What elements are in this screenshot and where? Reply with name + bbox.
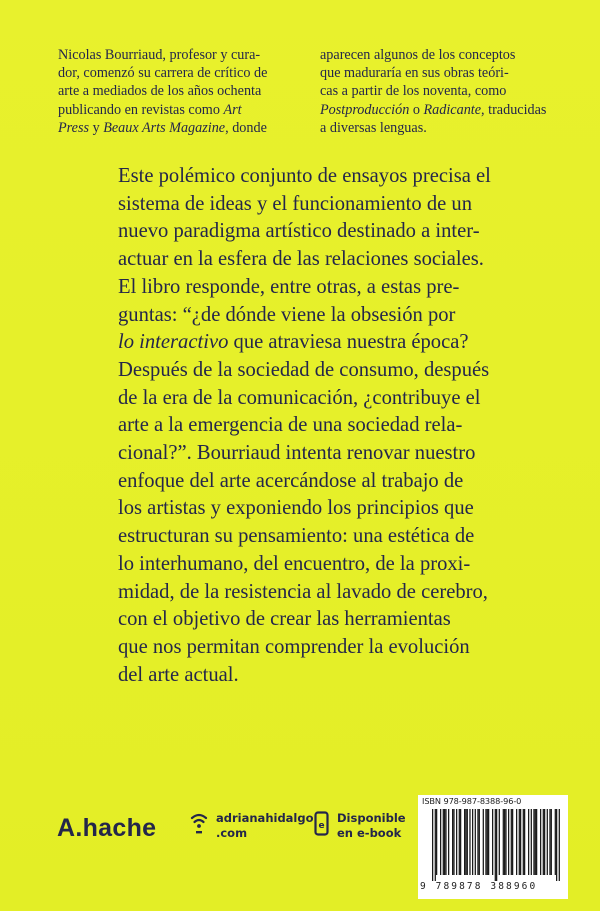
synopsis-line: sistema de ideas y el funcionamiento de un xyxy=(118,192,472,215)
website-line-2: .com xyxy=(216,826,248,840)
synopsis-line: enfoque del arte acercándose al trabajo de xyxy=(118,469,464,492)
synopsis-line: midad, de la resistencia al lavado de cerebro, xyxy=(118,580,488,603)
barcode-bar xyxy=(505,809,506,875)
barcode-bar xyxy=(459,809,460,875)
barcode-bar xyxy=(536,809,537,875)
barcode-bar xyxy=(465,809,466,875)
bio-right-line-4: Postproducción o Radicante, traducidas xyxy=(320,101,547,118)
synopsis-line: nuevo paradigma artístico destinado a inter- xyxy=(118,220,480,243)
barcode-bar xyxy=(551,809,552,875)
barcode-bar xyxy=(549,809,550,875)
barcode-bar xyxy=(531,809,532,875)
wifi-icon xyxy=(190,811,208,842)
ebook-line-2: en e-book xyxy=(337,826,402,840)
barcode-bar xyxy=(467,809,468,875)
barcode-bar xyxy=(472,809,473,875)
barcode-bar xyxy=(559,809,560,881)
synopsis-line: Este polémico conjunto de ensayos precisa el xyxy=(118,165,491,187)
barcode-bar xyxy=(477,809,478,875)
synopsis-line: con el objetivo de crear las herramientas xyxy=(118,608,451,631)
author-bio-left xyxy=(58,46,290,137)
bio-left-line-1: Nicolas Bourriaud, profesor y cura- xyxy=(58,47,261,63)
barcode-bar xyxy=(448,809,449,875)
synopsis-line: El libro responde, entre otras, a estas pre- xyxy=(118,275,460,298)
barcode-bar xyxy=(436,809,437,875)
barcode-bar xyxy=(492,809,493,875)
barcode-bar xyxy=(535,809,536,875)
ebook-icon xyxy=(314,811,329,842)
barcode-bar xyxy=(519,809,520,875)
bio-left-line-2: dor, comenzó su carrera de crítico de xyxy=(58,65,268,82)
barcode-bar xyxy=(453,809,454,875)
barcode-bar xyxy=(503,809,504,875)
barcode-bar xyxy=(508,809,509,875)
barcode-bar xyxy=(483,809,484,875)
synopsis-line: que nos permitan comprender la evolución xyxy=(118,635,470,658)
author-bio-right xyxy=(320,46,547,137)
synopsis-line: lo interactivo que atraviesa nuestra época? xyxy=(118,331,469,354)
barcode-bar xyxy=(533,809,534,875)
barcode-bar xyxy=(547,809,548,875)
barcode-digits: 9 789878 388960 xyxy=(420,881,538,892)
bio-right-line-5: a diversas lenguas. xyxy=(320,119,427,136)
barcode-bar xyxy=(444,809,445,875)
barcode-bar xyxy=(524,809,525,875)
synopsis-line: arte a la emergencia de una sociedad rela- xyxy=(118,414,463,437)
barcode-bar xyxy=(432,809,433,881)
barcode-bar xyxy=(511,809,512,875)
book-synopsis xyxy=(118,163,548,689)
bio-right-line-2: que maduraría en sus obras teóri- xyxy=(320,65,509,82)
bio-left-line-3: arte a mediados de los años ochenta xyxy=(58,83,262,100)
synopsis-line: guntas: “¿de dónde viene la obsesión por xyxy=(118,303,456,326)
ebook-availability xyxy=(314,811,406,842)
synopsis-line: actuar en la esfera de las relaciones sociales. xyxy=(118,248,484,271)
website-line-1: adrianahidalgo xyxy=(216,811,314,825)
barcode-bar xyxy=(452,809,453,875)
isbn-label: ISBN 978-987-8388-96-0 xyxy=(422,796,522,806)
barcode-bar xyxy=(488,809,489,875)
barcode-bars xyxy=(432,809,560,881)
barcode-bar xyxy=(485,809,486,875)
barcode-bar xyxy=(528,809,529,875)
barcode-bar xyxy=(464,809,465,875)
barcode-bar xyxy=(445,809,446,875)
synopsis-line: de la era de la comunicación, ¿contribuye el xyxy=(118,386,481,409)
barcode-bar xyxy=(516,809,517,875)
synopsis-line: lo interhumano, del encuentro, de la proxi- xyxy=(118,552,471,575)
bio-left-line-5: Press y Beaux Arts Magazine, donde xyxy=(58,119,267,136)
publisher-website[interactable] xyxy=(190,811,314,842)
svg-text:e: e xyxy=(318,821,325,831)
barcode-bar xyxy=(460,809,461,875)
barcode-bar xyxy=(475,809,476,875)
barcode-bar xyxy=(544,809,545,875)
barcode-bar xyxy=(556,809,557,881)
synopsis-line: Después de la sociedad de consumo, después xyxy=(118,358,490,381)
barcode-bar xyxy=(555,809,556,875)
barcode-bar xyxy=(495,809,496,881)
barcode-bar xyxy=(496,809,497,881)
barcode-bar xyxy=(487,809,488,875)
bio-right-line-1: aparecen algunos de los conceptos xyxy=(320,47,516,63)
barcode-bar xyxy=(435,809,436,881)
isbn-barcode xyxy=(418,795,568,899)
barcode-bar xyxy=(543,809,544,875)
publisher-logo: A.hache xyxy=(57,814,157,842)
barcode-bar xyxy=(520,809,521,875)
barcode-bar xyxy=(479,809,480,875)
barcode-bar xyxy=(540,809,541,875)
synopsis-line: cional?”. Bourriaud intenta renovar nuestro xyxy=(118,442,476,465)
barcode-bar xyxy=(499,809,500,875)
barcode-bar xyxy=(523,809,524,875)
synopsis-line: estructuran su pensamiento: una estética de xyxy=(118,525,475,548)
cover-footer xyxy=(0,781,600,911)
barcode-bar xyxy=(443,809,444,875)
barcode-bar xyxy=(440,809,441,875)
synopsis-line: los artistas y exponiendo los principios que xyxy=(118,497,474,520)
barcode-bar xyxy=(456,809,457,875)
synopsis-line: del arte actual. xyxy=(118,663,239,686)
barcode-bar xyxy=(469,809,470,875)
bio-left-line-4: publicando en revistas como Art xyxy=(58,101,242,118)
barcode-bar xyxy=(512,809,513,875)
ebook-line-1: Disponible xyxy=(337,811,406,825)
bio-right-line-3: cas a partir de los noventa, como xyxy=(320,83,507,100)
barcode-bar xyxy=(504,809,505,875)
